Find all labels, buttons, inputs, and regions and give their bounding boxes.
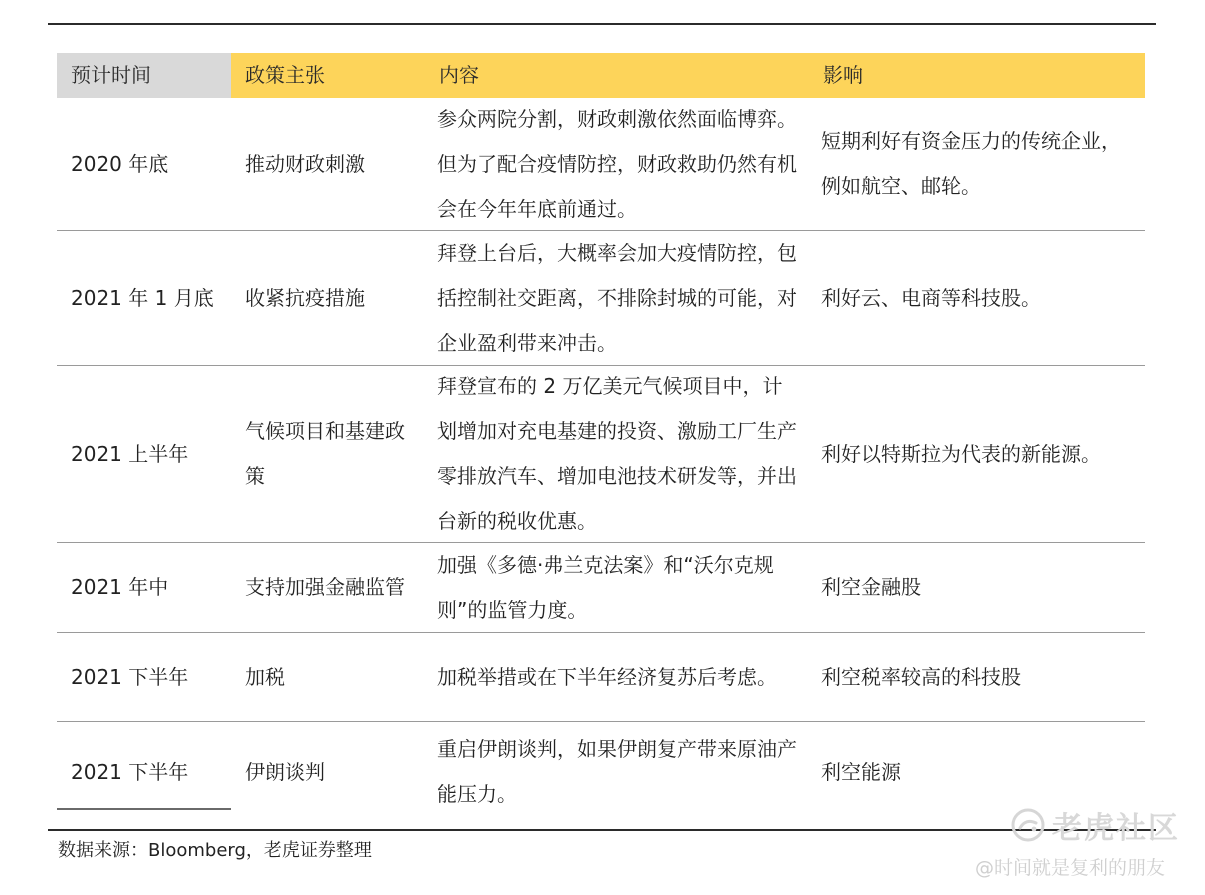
cell-time: 2021 年中: [71, 575, 169, 599]
cell-policy: 加税: [245, 664, 285, 689]
cell-time: 2021 下半年: [71, 664, 189, 689]
table-row: [57, 722, 1145, 822]
table-row: [57, 98, 1145, 231]
table-row: [57, 633, 1145, 722]
watermark-brand: 老虎社区: [1052, 811, 1180, 846]
cell-impact: 利好云、电商等科技股。: [821, 285, 1041, 310]
cell-impact: 利空税率较高的科技股: [821, 664, 1021, 689]
table-header: [57, 53, 1145, 98]
header-time: 预计时间: [57, 53, 231, 98]
cell-impact: 利好以特斯拉为代表的新能源。: [821, 441, 1101, 466]
top-rule: [48, 23, 1156, 25]
cell-policy: 收紧抗疫措施: [245, 285, 365, 310]
header-policy: 政策主张: [231, 53, 425, 98]
bottom-rule: [48, 829, 1156, 831]
cell-policy: 支持加强金融监管: [245, 575, 405, 599]
tiger-logo-icon: [1010, 807, 1046, 843]
cell-policy: 推动财政刺激: [245, 151, 365, 176]
cell-content: 拜登宣布的 2 万亿美元气候项目中，计划增加对充电基建的投资、激励工厂生产零排放汽车、增加电池技术研发等，并出台新的税收优惠。: [437, 374, 797, 533]
cell-content: 加税举措或在下半年经济复苏后考虑。: [437, 664, 777, 689]
header-impact: 影响: [809, 53, 1145, 98]
table-row: [57, 366, 1145, 543]
cell-impact: 利空能源: [821, 759, 901, 784]
cell-time: 2021 上半年: [71, 441, 189, 466]
cell-time: 2020 年底: [71, 151, 169, 176]
cropped-caption: [48, 0, 288, 4]
cell-time: 2021 年 1 月底: [71, 285, 214, 310]
cell-time: 2021 下半年: [71, 759, 189, 784]
table-row: [57, 543, 1145, 633]
cell-content: 拜登上台后，大概率会加大疫情防控，包括控制社交距离，不排除封城的可能，对企业盈利带来冲击。: [437, 240, 797, 355]
table-row: [57, 231, 1145, 366]
header-content: 内容: [425, 53, 809, 98]
cell-content: 加强《多德·弗兰克法案》和“沃尔克规则”的监管力度。: [437, 552, 774, 622]
watermark-logo: [1010, 805, 1188, 845]
cell-impact: 利空金融股: [821, 575, 921, 599]
cell-policy: 气候项目和基建政策: [245, 419, 405, 488]
first-column-rule: [57, 808, 231, 810]
source-note: 数据来源：Bloomberg，老虎证券整理: [58, 840, 372, 861]
cell-content: 参众两院分割，财政刺激依然面临博弈。但为了配合疫情防控，财政救助仍然有机会在今年年底前通过。: [437, 106, 797, 221]
watermark-user: @时间就是复利的朋友: [975, 857, 1166, 879]
cell-content: 重启伊朗谈判，如果伊朗复产带来原油产能压力。: [437, 737, 797, 806]
policy-table: [57, 53, 1145, 822]
cell-policy: 伊朗谈判: [245, 759, 325, 784]
cell-impact: 短期利好有资金压力的传统企业，例如航空、邮轮。: [821, 129, 1121, 198]
